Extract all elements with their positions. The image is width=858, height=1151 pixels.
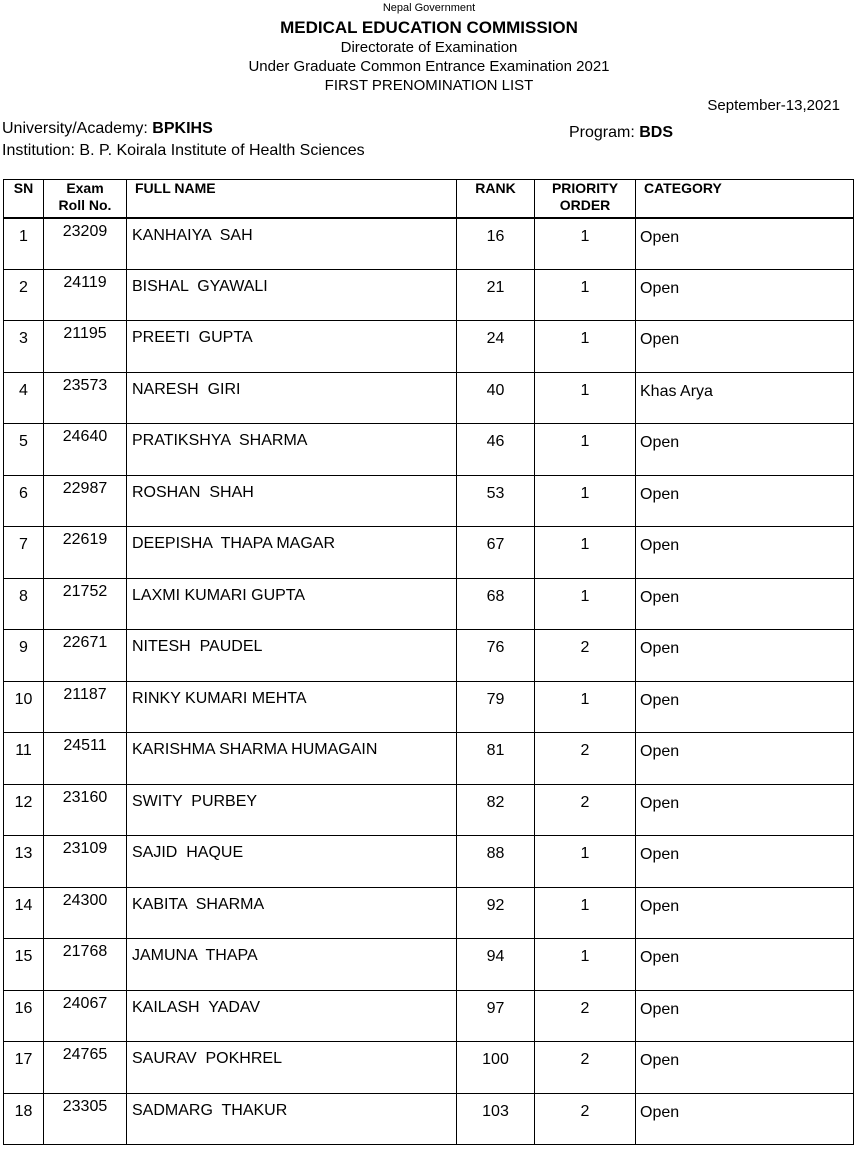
cell-rank: 53 [457,475,535,527]
cell-priority: 1 [535,527,636,579]
table-row [4,784,854,836]
university-label: University/Academy: [2,120,148,137]
cell-priority: 1 [535,424,636,476]
cell-sn: 7 [4,527,44,579]
cell-sn: 16 [4,990,44,1042]
cell-sn: 11 [4,733,44,785]
cell-category: Open [636,784,854,836]
header-priority [535,180,636,218]
cell-priority: 2 [535,784,636,836]
cell-priority: 2 [535,1093,636,1145]
university-line [2,121,213,137]
exam-title: Under Graduate Common Entrance Examination 2021 [248,58,610,75]
cell-name: SAJID HAQUE [127,836,457,888]
program-label: Program: [569,124,635,141]
cell-sn: 18 [4,1093,44,1145]
cell-name: KANHAIYA SAH [127,218,457,270]
cell-roll: 24640 [44,424,127,476]
table-row [4,424,854,476]
prenomination-table [3,179,854,1145]
cell-priority: 1 [535,836,636,888]
list-date: September-13,2021 [707,97,840,114]
cell-priority: 1 [535,475,636,527]
table-row [4,630,854,682]
cell-priority: 2 [535,733,636,785]
table-row [4,990,854,1042]
cell-name: SAURAV POKHREL [127,1042,457,1094]
cell-rank: 94 [457,939,535,991]
cell-roll: 21187 [44,681,127,733]
cell-priority: 1 [535,372,636,424]
cell-sn: 6 [4,475,44,527]
header-priority-line1: PRIORITY [551,180,619,196]
table-row [4,836,854,888]
cell-roll: 23573 [44,372,127,424]
cell-rank: 46 [457,424,535,476]
cell-category: Open [636,578,854,630]
cell-roll: 21752 [44,578,127,630]
cell-name: BISHAL GYAWALI [127,269,457,321]
cell-roll: 24119 [44,269,127,321]
commission-title: MEDICAL EDUCATION COMMISSION [280,18,578,37]
cell-roll: 22619 [44,527,127,579]
cell-sn: 3 [4,321,44,373]
cell-roll: 24511 [44,733,127,785]
institution-value: B. P. Koirala Institute of Health Sciences [79,142,365,159]
cell-sn: 4 [4,372,44,424]
cell-roll: 23305 [44,1093,127,1145]
cell-rank: 76 [457,630,535,682]
cell-sn: 10 [4,681,44,733]
cell-rank: 82 [457,784,535,836]
header-category: CATEGORY [636,180,854,218]
header-roll-line2: Roll No. [58,197,112,213]
table-row [4,372,854,424]
cell-sn: 17 [4,1042,44,1094]
cell-category: Open [636,1042,854,1094]
cell-rank: 103 [457,1093,535,1145]
table-row [4,939,854,991]
table-row [4,578,854,630]
cell-name: ROSHAN SHAH [127,475,457,527]
cell-category: Open [636,836,854,888]
cell-category: Open [636,527,854,579]
institution-line [2,143,365,159]
cell-rank: 92 [457,887,535,939]
cell-sn: 13 [4,836,44,888]
cell-priority: 1 [535,681,636,733]
header-roll-line1: Exam [66,180,104,196]
cell-priority: 1 [535,269,636,321]
cell-rank: 97 [457,990,535,1042]
cell-rank: 67 [457,527,535,579]
cell-rank: 88 [457,836,535,888]
header-roll [44,180,127,218]
cell-rank: 24 [457,321,535,373]
cell-name: SADMARG THAKUR [127,1093,457,1145]
program-value: BDS [639,124,674,141]
table-header-row [4,180,854,218]
table-row [4,269,854,321]
cell-roll: 23109 [44,836,127,888]
table-row [4,887,854,939]
cell-sn: 2 [4,269,44,321]
cell-priority: 1 [535,887,636,939]
cell-priority: 1 [535,321,636,373]
cell-name: DEEPISHA THAPA MAGAR [127,527,457,579]
cell-name: NARESH GIRI [127,372,457,424]
header-rank: RANK [457,180,535,218]
table-row [4,681,854,733]
cell-rank: 68 [457,578,535,630]
cell-category: Open [636,887,854,939]
government-label: Nepal Government [382,2,476,14]
cell-name: SWITY PURBEY [127,784,457,836]
cell-priority: 1 [535,218,636,270]
cell-name: KAILASH YADAV [127,990,457,1042]
header-sn: SN [4,180,44,218]
table-row [4,1093,854,1145]
cell-roll: 22987 [44,475,127,527]
cell-rank: 16 [457,218,535,270]
table-row [4,218,854,270]
cell-priority: 2 [535,1042,636,1094]
cell-category: Open [636,269,854,321]
cell-sn: 14 [4,887,44,939]
cell-name: RINKY KUMARI MEHTA [127,681,457,733]
cell-priority: 2 [535,630,636,682]
table-row [4,527,854,579]
cell-sn: 1 [4,218,44,270]
cell-roll: 23209 [44,218,127,270]
table-row [4,1042,854,1094]
cell-roll: 24067 [44,990,127,1042]
cell-category: Open [636,630,854,682]
cell-category: Open [636,475,854,527]
cell-sn: 9 [4,630,44,682]
cell-name: JAMUNA THAPA [127,939,457,991]
cell-roll: 24765 [44,1042,127,1094]
cell-name: LAXMI KUMARI GUPTA [127,578,457,630]
cell-name: PRATIKSHYA SHARMA [127,424,457,476]
cell-category: Open [636,218,854,270]
cell-rank: 81 [457,733,535,785]
header-priority-line2: ORDER [559,197,611,213]
cell-name: KARISHMA SHARMA HUMAGAIN [127,733,457,785]
cell-category: Open [636,733,854,785]
cell-roll: 23160 [44,784,127,836]
cell-priority: 1 [535,939,636,991]
cell-category: Open [636,1093,854,1145]
cell-roll: 21768 [44,939,127,991]
cell-name: KABITA SHARMA [127,887,457,939]
list-title: FIRST PRENOMINATION LIST [324,77,534,94]
cell-category: Open [636,681,854,733]
table-body [4,218,854,1145]
cell-rank: 100 [457,1042,535,1094]
cell-rank: 79 [457,681,535,733]
cell-sn: 15 [4,939,44,991]
table-row [4,321,854,373]
program-line [569,125,673,141]
cell-category: Open [636,321,854,373]
cell-category: Open [636,424,854,476]
cell-rank: 40 [457,372,535,424]
cell-name: PREETI GUPTA [127,321,457,373]
cell-sn: 8 [4,578,44,630]
directorate-label: Directorate of Examination [340,39,518,56]
cell-priority: 1 [535,578,636,630]
table-row [4,475,854,527]
cell-category: Open [636,990,854,1042]
cell-sn: 5 [4,424,44,476]
cell-category: Open [636,939,854,991]
cell-roll: 22671 [44,630,127,682]
cell-name: NITESH PAUDEL [127,630,457,682]
cell-sn: 12 [4,784,44,836]
header-name: FULL NAME [127,180,457,218]
table-row [4,733,854,785]
cell-category: Khas Arya [636,372,854,424]
institution-label: Institution: [2,142,75,159]
cell-roll: 21195 [44,321,127,373]
cell-priority: 2 [535,990,636,1042]
cell-rank: 21 [457,269,535,321]
university-value: BPKIHS [152,120,213,137]
cell-roll: 24300 [44,887,127,939]
